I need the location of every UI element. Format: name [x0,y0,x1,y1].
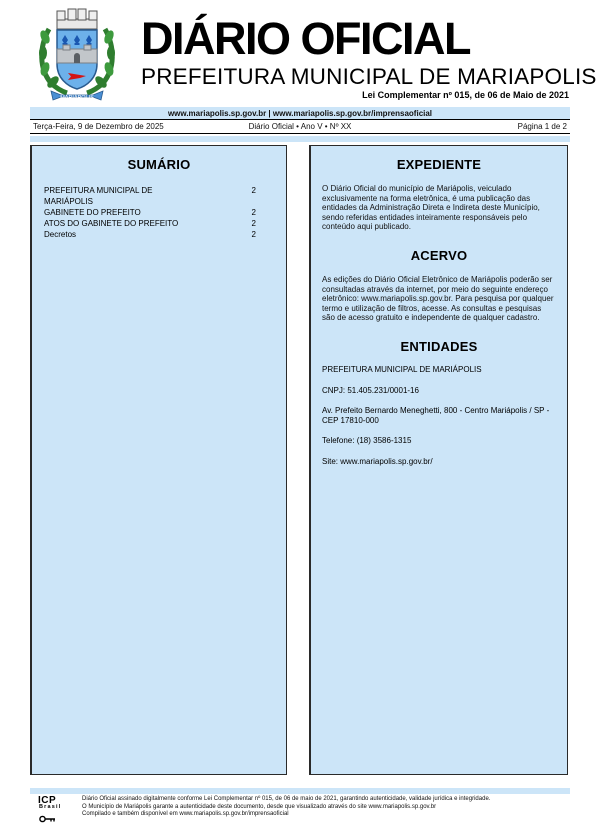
edition-date: Terça-Feira, 9 de Dezembro de 2025 [33,122,164,131]
shield-icon [57,30,97,89]
summary-panel [30,145,287,775]
summary-item-page: 2 [251,208,256,217]
summary-item-page: 2 [251,230,256,239]
summary-item-label: PREFEITURA MUNICIPAL DE MARIÁPOLIS [44,186,153,206]
entidades-title: ENTIDADES [400,338,478,354]
legal-text [82,795,490,825]
summary-item-page: 2 [251,219,256,228]
summary-item [44,218,256,229]
signature-footer [38,795,578,825]
website-bar: www.mariapolis.sp.gov.br | www.mariapolis.sp.gov.br/imprensaoficial [30,107,570,120]
motto-ribbon [51,91,103,101]
key-icon [39,815,57,823]
divider-strip-top [30,136,570,142]
gazette-subtitle: PREFEITURA MUNICIPAL DE MARIAPOLIS [141,63,597,89]
mural-crown-icon [57,9,97,29]
acervo-title: ACERVO [410,247,468,263]
acervo-body: As edições do Diário Oficial Eletrônico de Mariápolis poderão ser consultadas através da internet, por meio do seguinte endereço eletrônico: www.mariapolis.sp.gov.br. Para pesquisa por qualquer termo e utilização de filtros, acesse. As consultas e pesquisas são de acesso gratuito e independente de qualquer cadastro. [322,274,554,323]
summary-item [44,185,256,207]
summary-item-label: Decretos [44,230,77,239]
entity-phone: Telefone: (18) 3586-1315 [322,436,412,446]
entity-site: Site: www.mariapolis.sp.gov.br/ [322,456,433,466]
edition-number: Diário Oficial • Ano V • Nº XX [248,122,352,131]
edition-info-row [30,121,570,134]
legal-line: Diário Oficial assinado digitalmente conforme Lei Complementar nº 015, de 06 de maio de 2021, garantindo autenticidade, validade jurídica e integridade. [82,796,491,802]
city-coat-of-arms [35,7,119,105]
entity-cnpj: CNPJ: 51.405.231/0001-16 [322,385,419,395]
summary-item-label: ATOS DO GABINETE DO PREFEITO [44,219,179,228]
legal-line: Compilado e também disponível em www.mariapolis.sp.gov.br/imprensaoficial [82,811,289,817]
entity-address: Av. Prefeito Bernardo Meneghetti, 800 - Centro Mariápolis / SP - CEP 17810-000 [322,406,550,425]
summary-list [44,185,256,240]
divider-strip-bottom [30,788,570,794]
icp-brasil-logo [38,795,82,825]
summary-title: SUMÁRIO [127,157,191,172]
summary-item [44,207,256,218]
expediente-panel [309,145,568,775]
page-indicator: Página 1 de 2 [517,122,567,131]
summary-item-label: GABINETE DO PREFEITO [44,208,141,217]
expediente-title: EXPEDIENTE [396,157,482,172]
summary-item-page: 2 [251,186,256,195]
ribbon-text: MARIÁPOLIS [60,95,94,101]
masthead [141,13,597,90]
gazette-title: DIÁRIO OFICIAL [141,13,470,64]
expediente-body: O Diário Oficial do município de Mariápolis, veiculado exclusivamente na forma eletrônica, é uma publicação das entidades da Administração Direta e Indireta deste Município, sendo referidas entidades inteiramente responsáveis pelo conteúdo aqui publicado. [322,184,540,232]
entity-name: PREFEITURA MUNICIPAL DE MARIÁPOLIS [322,364,482,374]
law-reference: Lei Complementar nº 015, de 06 de Maio de 2021 [362,90,569,100]
summary-item [44,229,256,240]
coat-of-arms-icon [35,7,119,105]
icp-label: ICP [38,795,57,806]
icp-sublabel: Brasil [39,804,62,810]
legal-line: O Município de Mariápolis garante a autenticidade deste documento, desde que visualizado através do site www.mariapolis.sp.gov.br [82,803,437,810]
